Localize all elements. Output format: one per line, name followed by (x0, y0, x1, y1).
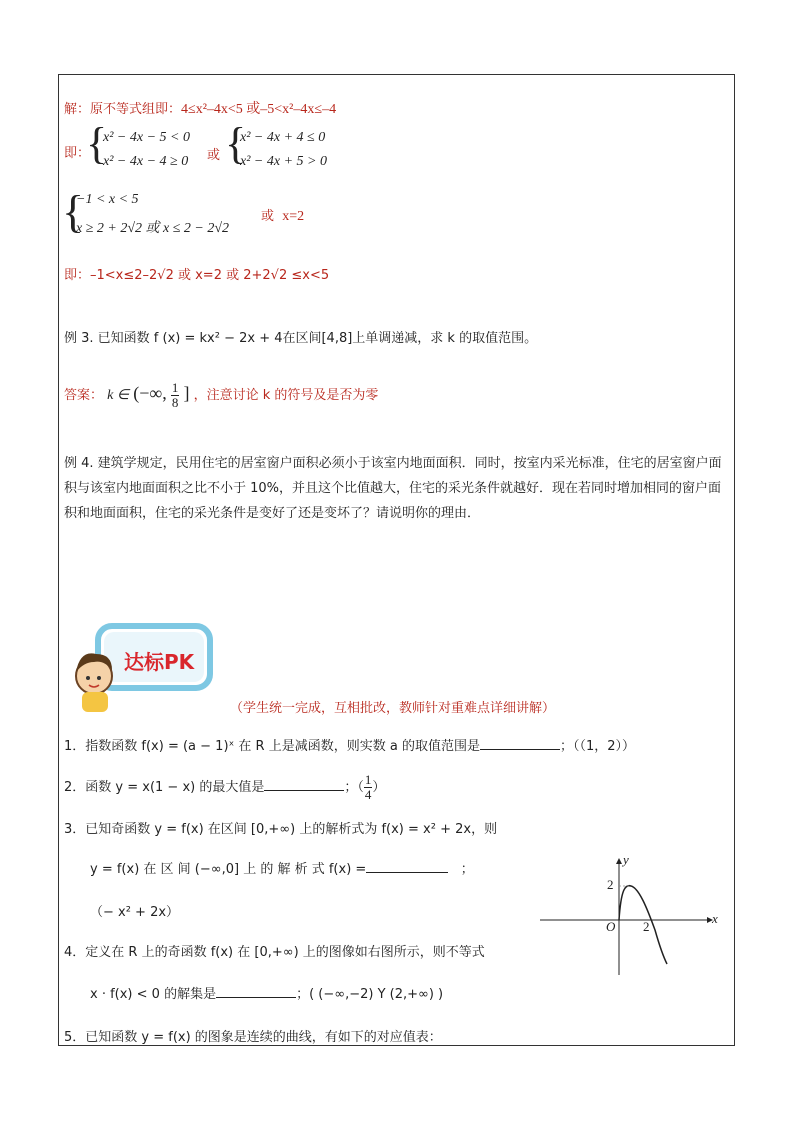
function-graph (535, 850, 725, 978)
or-text-1: 或 (207, 148, 221, 163)
solution-line2-label: 即： (64, 146, 91, 161)
system3-row2: x ≥ 2 + 2√2 或 x ≤ 2 − 2√2 (76, 221, 230, 236)
solution-final: 即：–1<x≤2–2√2 或 x=2 或 2+2√2 ≤x<5 (64, 268, 330, 283)
graph-y-tick-label: 2 (607, 877, 614, 892)
example4-text: 例 4. 建筑学规定，民用住宅的居室窗户面积必须小于该室内地面面积．同时，按室内采光标准，住宅的居室窗户面积与该室内地面面积之比不小于 10%，并且这个比值越大，住宅的采光条件就越好．现在若同时增加相同的窗户面积和地面面积，住宅的采光条件是变好了还是变坏了？请说明你的理由． (64, 456, 722, 521)
system2-row2: x² − 4x + 5 > 0 (240, 154, 327, 169)
brace-left-2: { (225, 119, 247, 168)
fraction-1-4: $\frac{1}{4}$ (364, 772, 372, 802)
graph-origin-label: O (606, 919, 616, 934)
question-3-line2: y = f(x) 在 区 间 (−∞,0] 上 的 解 析 式 f(x) = ； (90, 862, 474, 877)
question-1: 1．指数函数 f(x) = (a − 1)ˣ 在 R 上是减函数，则实数 a 的取值范围是 ；（（1，2）） (64, 739, 635, 754)
brace-left-1: { (86, 119, 108, 168)
question-4-line2: x · f(x) < 0 的解集是 ；( (−∞,−2) Y (2,+∞) ) (90, 987, 444, 1002)
question-3-line1: 3．已知奇函数 y = f(x) 在区间 [0,+∞) 上的解析式为 f(x) = x² + 2x，则 (64, 822, 498, 837)
answer-blank-4[interactable] (216, 985, 296, 998)
system2-row1: x² − 4x + 4 ≤ 0 (240, 130, 326, 145)
question-4-line1: 4．定义在 R 上的奇函数 f(x) 在 [0,+∞) 上的图像如右图所示，则不等式 (64, 945, 485, 960)
brace-left-3: { (62, 186, 85, 237)
question-3-answer: （− x² + 2x） (90, 905, 180, 920)
or-text-2: 或 x=2 (261, 209, 305, 224)
question-2: 2．函数 y = x(1 − x) 的最大值是 ；（ $\frac{1}{4}$ ） (64, 772, 386, 802)
pk-badge-label: 达标PK (124, 650, 195, 674)
system1-row2: x² − 4x − 4 ≥ 0 (103, 154, 189, 169)
system1-row1: x² − 4x − 5 < 0 (103, 130, 190, 145)
fraction-1-8: $\frac{1}{8}$ (171, 380, 179, 410)
graph-y-label: y (623, 852, 629, 867)
answer-blank-3[interactable] (366, 860, 448, 873)
example3-answer: 答案： k ∈ (−∞, $\frac{1}{8}$ ] ，注意讨论 k 的符号及是否为零 (64, 380, 379, 410)
example3-text: 例 3. 已知函数 f (x) = kx² − 2x + 4在区间[4,8]上单调递减，求 k 的取值范围。 (64, 331, 538, 346)
y-axis-arrow (616, 858, 622, 864)
answer-blank-1[interactable] (480, 737, 560, 750)
system3-row1: −1 < x < 5 (76, 192, 139, 207)
solution-line1: 解：原不等式组即：4≤x²–4x<5 或–5<x²–4x≤–4 (64, 102, 337, 117)
answer-blank-2[interactable] (264, 778, 344, 791)
pk-note: （学生统一完成，互相批改，教师针对重难点详细讲解） (230, 701, 556, 716)
question-5: 5．已知函数 y = f(x) 的图象是连续的曲线，有如下的对应值表： (64, 1030, 442, 1045)
pk-badge (68, 620, 218, 716)
graph-x-tick-label: 2 (643, 919, 650, 934)
graph-x-label: x (712, 911, 718, 926)
